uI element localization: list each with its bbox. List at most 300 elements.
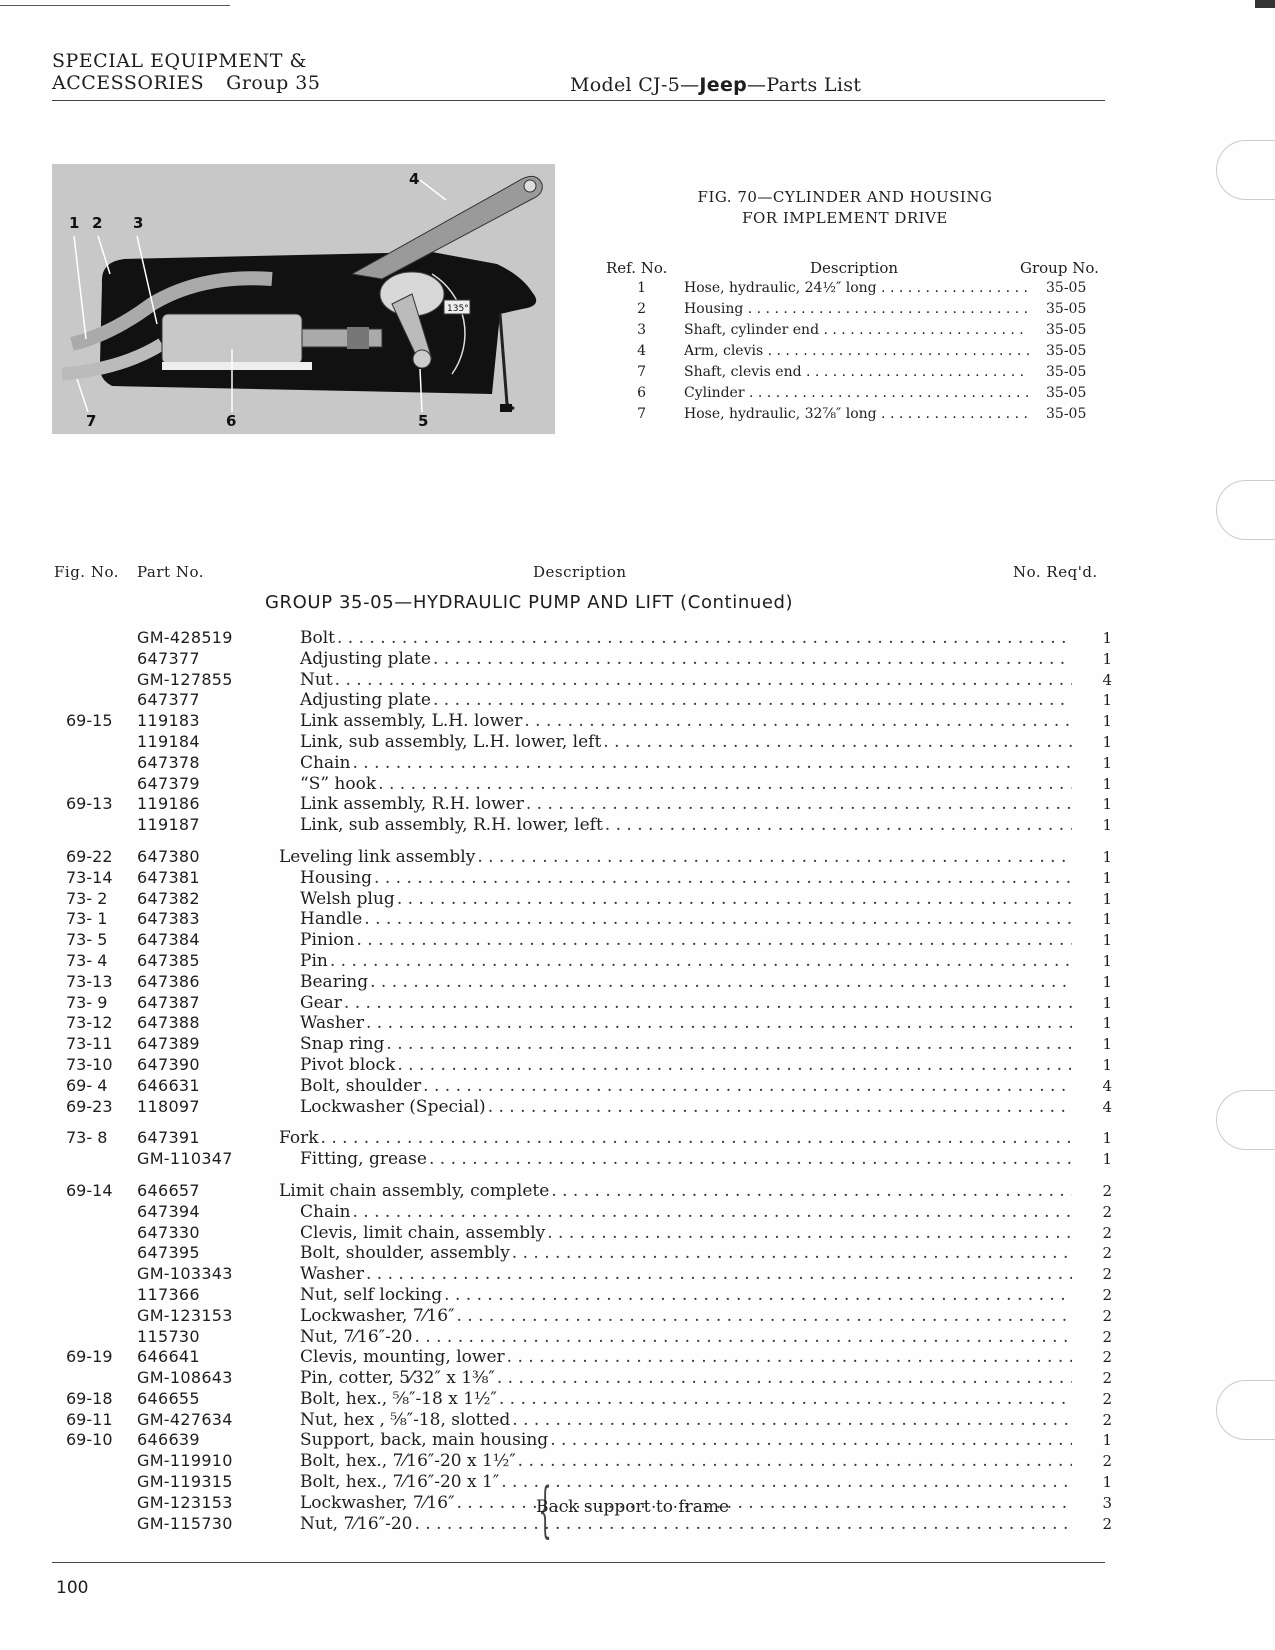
qty-required: 4 [1102, 1097, 1112, 1116]
callout-5: 5 [418, 412, 429, 430]
part-description [300, 1076, 1072, 1097]
binder-hole [1216, 1090, 1275, 1150]
part-description [279, 1128, 1072, 1149]
scan-corner-mark [1255, 0, 1275, 8]
legend-row [600, 406, 1090, 427]
part-description [300, 868, 1072, 889]
part-description [300, 889, 1072, 910]
fig-no: 69-22 [66, 846, 113, 866]
legend-desc: Hose, hydraulic, 24½″ long . . . [684, 280, 1029, 296]
legend-group: 35-05 [1046, 301, 1087, 317]
qty-required: 2 [1102, 1327, 1112, 1346]
part-no: 647381 [137, 867, 200, 887]
leader-dots [477, 847, 1072, 868]
qty-required: 2 [1102, 1265, 1112, 1284]
legend-ref: 3 [637, 322, 646, 338]
description-text: Lockwasher, 7⁄16″ [300, 1492, 455, 1513]
leader-dots [456, 1306, 1072, 1327]
description-text: Housing [300, 867, 373, 888]
part-no: 647386 [137, 971, 200, 991]
top-edge-rule [0, 5, 230, 6]
qty-required: 2 [1102, 1202, 1112, 1221]
part-no: 647330 [137, 1222, 200, 1242]
part-no: 647394 [137, 1201, 200, 1221]
part-description [300, 909, 1072, 930]
qty-required: 1 [1102, 732, 1112, 751]
fig-no: 69-10 [66, 1430, 113, 1450]
part-no: 647385 [137, 950, 200, 970]
part-no: 119183 [137, 711, 200, 731]
part-description [300, 649, 1072, 670]
leader-dots [526, 794, 1072, 815]
section-header [52, 50, 320, 94]
callout-3: 3 [133, 214, 144, 232]
legend-row [600, 322, 1090, 343]
legend-ref: 7 [637, 364, 646, 380]
qty-required: 1 [1102, 1014, 1112, 1033]
part-description [300, 1055, 1072, 1076]
fig-no: 69-18 [66, 1388, 113, 1408]
legend-desc: Arm, clevis . . . [684, 343, 1029, 359]
parts-list [52, 628, 1112, 1534]
legend-group: 35-05 [1046, 280, 1087, 296]
fig-no: 69-19 [66, 1347, 113, 1367]
part-description [300, 1223, 1072, 1244]
leader-dots [374, 868, 1072, 889]
description-text: Bolt, hex., 7⁄16″-20 x 1½″ [300, 1451, 516, 1472]
fig-no: 69- 4 [66, 1075, 108, 1095]
description-text: Bolt, hex., 7⁄16″-20 x 1″ [300, 1472, 500, 1493]
leader-dots [488, 1097, 1072, 1118]
description-header: Description [533, 563, 627, 581]
leader-dots [335, 670, 1072, 691]
part-no: 117366 [137, 1284, 200, 1304]
legend-desc: Shaft, clevis end . . . [684, 364, 1029, 380]
part-row [52, 972, 1112, 993]
legend-group: 35-05 [1046, 322, 1087, 338]
description-text: Gear [300, 992, 342, 1013]
part-row [52, 889, 1112, 910]
qty-header: No. Req'd. [1013, 563, 1098, 581]
part-description [300, 951, 1072, 972]
angle-label: 135° [447, 304, 469, 314]
leader-dots [429, 1149, 1072, 1170]
part-row [52, 1243, 1112, 1264]
header-rule [52, 100, 1105, 101]
qty-required: 1 [1102, 1473, 1112, 1492]
fig-no: 73- 8 [66, 1128, 108, 1148]
fig-no: 73-13 [66, 971, 113, 991]
description-text: Chain [300, 752, 351, 773]
part-no: 646657 [137, 1180, 200, 1200]
part-row [52, 1451, 1112, 1472]
part-no: GM-127855 [137, 669, 233, 689]
fig-no: 73-12 [66, 1013, 113, 1033]
part-row [52, 753, 1112, 774]
part-no: GM-428519 [137, 628, 233, 647]
part-description [300, 628, 1072, 649]
section-group: Group 35 [226, 72, 321, 94]
part-row [52, 1472, 1112, 1493]
qty-required: 1 [1102, 972, 1112, 991]
part-no-header: Part No. [137, 563, 204, 581]
description-text: Welsh plug [300, 888, 395, 909]
part-description [300, 972, 1072, 993]
part-no: 647377 [137, 648, 200, 668]
description-text: Leveling link assembly [279, 846, 476, 867]
callout-7: 7 [86, 412, 97, 430]
fig-no: 69-11 [66, 1409, 113, 1429]
figure-legend-table [600, 280, 1090, 427]
part-no: 647390 [137, 1054, 200, 1074]
part-no: 647380 [137, 846, 200, 866]
part-no: GM-119910 [137, 1451, 233, 1471]
leader-dots [603, 732, 1072, 753]
qty-required: 1 [1102, 649, 1112, 668]
legend-row [600, 301, 1090, 322]
qty-required: 2 [1102, 1306, 1112, 1325]
qty-required: 1 [1102, 712, 1112, 731]
part-row [52, 1034, 1112, 1055]
part-no: 119186 [137, 794, 200, 814]
description-text: Fitting, grease [300, 1149, 427, 1170]
legend-group: 35-05 [1046, 343, 1087, 359]
part-row [52, 1285, 1112, 1306]
part-description [300, 1451, 1072, 1472]
description-text: Bolt, hex., ⅝″-18 x 1½″ [300, 1388, 497, 1409]
part-description [300, 670, 1072, 691]
fig-no-header: Fig. No. [54, 563, 120, 581]
part-row [52, 951, 1112, 972]
fig-no: 69-14 [66, 1180, 113, 1200]
leader-dots [547, 1223, 1072, 1244]
fig-no: 69-15 [66, 711, 113, 731]
part-row [52, 1097, 1112, 1118]
fig-no: 73- 4 [66, 950, 108, 970]
section-title-line2: ACCESSORIES [52, 72, 205, 94]
description-text: Nut, self locking [300, 1284, 443, 1305]
part-no: 118097 [137, 1096, 200, 1116]
legend-row [600, 343, 1090, 364]
part-row [52, 993, 1112, 1014]
part-description [300, 794, 1072, 815]
description-text: Handle [300, 909, 363, 930]
qty-required: 1 [1102, 629, 1112, 647]
qty-required: 1 [1102, 1150, 1112, 1169]
leader-dots [512, 1243, 1072, 1264]
qty-required: 1 [1102, 847, 1112, 866]
description-text: Chain [300, 1201, 351, 1222]
part-no: 647387 [137, 992, 200, 1012]
legend-desc: Hose, hydraulic, 32⅞″ long . . . [684, 406, 1029, 422]
description-text: Link, sub assembly, R.H. lower, left [300, 815, 603, 836]
description-text: Adjusting plate [300, 690, 431, 711]
part-row [52, 670, 1112, 691]
part-row [52, 1149, 1112, 1170]
figure-caption-line2: FOR IMPLEMENT DRIVE [742, 209, 948, 227]
leader-dots [321, 1128, 1072, 1149]
part-no: GM-123153 [137, 1305, 233, 1325]
qty-required: 2 [1102, 1223, 1112, 1242]
part-no: GM-119315 [137, 1472, 233, 1492]
leader-dots [433, 690, 1072, 711]
part-no: GM-123153 [137, 1492, 233, 1512]
qty-required: 2 [1102, 1514, 1112, 1533]
part-row [52, 1306, 1112, 1327]
description-text: Nut [300, 669, 333, 690]
qty-required: 1 [1102, 1129, 1112, 1148]
qty-required: 1 [1102, 1035, 1112, 1054]
part-no: 646639 [137, 1430, 200, 1450]
description-text: Adjusting plate [300, 648, 431, 669]
manual-title [570, 74, 861, 96]
part-row [52, 1410, 1112, 1431]
leader-dots [337, 628, 1072, 649]
qty-required: 1 [1102, 795, 1112, 814]
part-no: 647383 [137, 909, 200, 929]
part-description [300, 1368, 1072, 1389]
part-no: 647389 [137, 1034, 200, 1054]
description-text: Bearing [300, 971, 369, 992]
ref-group-header: Group No. [1020, 259, 1099, 277]
description-text: Bolt, shoulder [300, 1075, 422, 1096]
qty-required: 3 [1102, 1493, 1112, 1512]
description-text: Lockwasher, 7⁄16″ [300, 1305, 455, 1326]
leader-dots [378, 774, 1072, 795]
qty-required: 2 [1102, 1369, 1112, 1388]
section-title-line1: SPECIAL EQUIPMENT & [52, 50, 307, 72]
description-text: Pivot block [300, 1054, 396, 1075]
qty-required: 1 [1102, 868, 1112, 887]
part-row [52, 1347, 1112, 1368]
leader-dots [605, 815, 1072, 836]
part-description [279, 1181, 1072, 1202]
qty-required: 4 [1102, 670, 1112, 689]
part-description [300, 1306, 1072, 1327]
qty-required: 1 [1102, 931, 1112, 950]
part-description [300, 1389, 1072, 1410]
part-description [300, 711, 1072, 732]
part-row [52, 868, 1112, 889]
qty-required: 1 [1102, 1055, 1112, 1074]
figure-70-photo [52, 164, 582, 454]
part-row [52, 815, 1112, 836]
qty-required: 1 [1102, 753, 1112, 772]
fig-no: 73- 2 [66, 888, 108, 908]
qty-required: 1 [1102, 1431, 1112, 1450]
part-no: 647391 [137, 1128, 200, 1148]
part-description [300, 993, 1072, 1014]
part-row [52, 1389, 1112, 1410]
page-number: 100 [56, 1578, 89, 1598]
part-description [300, 1285, 1072, 1306]
fig-no: 69-23 [66, 1096, 113, 1116]
callout-2: 2 [92, 214, 103, 232]
part-row [52, 1327, 1112, 1348]
part-description [300, 1472, 1072, 1493]
leader-dots [423, 1076, 1072, 1097]
part-no: 647388 [137, 1013, 200, 1033]
leader-dots [386, 1034, 1072, 1055]
part-row [52, 1368, 1112, 1389]
leader-dots [499, 1389, 1072, 1410]
description-text: Clevis, limit chain, assembly [300, 1222, 546, 1243]
part-row [52, 774, 1112, 795]
part-row [52, 732, 1112, 753]
leader-dots [518, 1451, 1072, 1472]
part-row [52, 1055, 1112, 1076]
part-description [300, 1243, 1072, 1264]
callout-6: 6 [226, 412, 237, 430]
part-description [300, 1347, 1072, 1368]
part-row [52, 794, 1112, 815]
callout-4: 4 [409, 170, 420, 188]
part-description [300, 732, 1072, 753]
legend-desc: Shaft, cylinder end . . . [684, 322, 1029, 338]
fig-no: 73- 9 [66, 992, 108, 1012]
fig-no: 73- 1 [66, 909, 108, 929]
part-description [300, 1202, 1072, 1223]
fig-no: 73-10 [66, 1054, 113, 1074]
part-no: 647378 [137, 752, 200, 772]
leader-dots [356, 930, 1072, 951]
qty-required: 4 [1102, 1076, 1112, 1095]
legend-row [600, 280, 1090, 301]
description-text: Nut, 7⁄16″-20 [300, 1326, 413, 1347]
leader-dots [497, 1368, 1072, 1389]
leader-dots [550, 1430, 1072, 1451]
qty-required: 1 [1102, 691, 1112, 710]
part-no: 119187 [137, 815, 200, 835]
part-description [300, 815, 1072, 836]
part-description [300, 690, 1072, 711]
manual-title-suffix: —Parts List [747, 74, 862, 96]
fig-no: 69-13 [66, 794, 113, 814]
part-description [300, 1264, 1072, 1285]
part-row [52, 1181, 1112, 1202]
part-no: GM-427634 [137, 1409, 233, 1429]
part-row [52, 847, 1112, 868]
part-description [300, 930, 1072, 951]
fig-no: 73-14 [66, 867, 113, 887]
part-no: 646655 [137, 1388, 200, 1408]
qty-required: 2 [1102, 1410, 1112, 1429]
part-row [52, 711, 1112, 732]
qty-required: 2 [1102, 1285, 1112, 1304]
part-description [300, 1327, 1072, 1348]
part-description [300, 753, 1072, 774]
part-no: GM-103343 [137, 1264, 233, 1284]
ref-col-header: Ref. No. [606, 259, 668, 277]
legend-ref: 4 [637, 343, 646, 359]
part-row [52, 1430, 1112, 1451]
leader-dots [507, 1347, 1072, 1368]
part-row [52, 1202, 1112, 1223]
leader-dots [551, 1181, 1072, 1202]
legend-row [600, 385, 1090, 406]
qty-required: 1 [1102, 910, 1112, 929]
description-text: “S” hook [300, 773, 377, 794]
fig-no: 73-11 [66, 1034, 113, 1054]
footer-rule [52, 1562, 1105, 1563]
description-text: Pinion [300, 930, 355, 951]
legend-ref: 2 [637, 301, 646, 317]
part-description [300, 1097, 1072, 1118]
description-text: Pin [300, 950, 328, 971]
part-no: 119184 [137, 731, 200, 751]
qty-required: 1 [1102, 889, 1112, 908]
part-row [52, 1128, 1112, 1149]
cylinder-housing-illustration [52, 164, 582, 454]
description-text: Lockwasher (Special) [300, 1096, 486, 1117]
part-row [52, 628, 1112, 649]
binder-hole [1216, 140, 1275, 200]
description-text: Bolt, shoulder, assembly [300, 1243, 510, 1264]
fig-no: 73- 5 [66, 930, 108, 950]
description-text: Washer [300, 1013, 364, 1034]
leader-dots [414, 1514, 1072, 1535]
part-row [52, 1013, 1112, 1034]
description-text: Link, sub assembly, L.H. lower, left [300, 731, 602, 752]
block-gap [52, 836, 1112, 847]
leader-dots [397, 889, 1072, 910]
figure-caption-line1: FIG. 70—CYLINDER AND HOUSING [697, 188, 993, 206]
part-no: 647379 [137, 773, 200, 793]
callout-1: 1 [69, 214, 80, 232]
description-text: Link assembly, R.H. lower [300, 794, 524, 815]
qty-required: 1 [1102, 993, 1112, 1012]
figure-caption [660, 187, 1030, 229]
part-no: 647377 [137, 690, 200, 710]
qty-required: 1 [1102, 774, 1112, 793]
leader-dots [366, 1264, 1072, 1285]
legend-ref: 1 [637, 280, 646, 296]
qty-required: 2 [1102, 1389, 1112, 1408]
part-row [52, 1223, 1112, 1244]
leader-dots [366, 1013, 1072, 1034]
part-description [300, 1430, 1072, 1451]
group-title: GROUP 35-05—HYDRAULIC PUMP AND LIFT (Continued) [265, 592, 794, 613]
legend-desc: Cylinder . . . [684, 385, 1029, 401]
bracket-brace: { [538, 1475, 552, 1545]
legend-ref: 7 [637, 406, 646, 422]
legend-ref: 6 [637, 385, 646, 401]
legend-row [600, 364, 1090, 385]
part-description [300, 1149, 1072, 1170]
leader-dots [524, 711, 1072, 732]
description-text: Washer [300, 1264, 364, 1285]
description-text: Pin, cotter, 5⁄32″ x 1⅜″ [300, 1368, 495, 1389]
part-no: 647382 [137, 888, 200, 908]
bracket-note: Back support to frame [536, 1497, 730, 1517]
qty-required: 2 [1102, 1452, 1112, 1471]
binder-hole [1216, 480, 1275, 540]
part-description [300, 1013, 1072, 1034]
qty-required: 2 [1102, 1244, 1112, 1263]
part-description [300, 1034, 1072, 1055]
binder-hole [1216, 1380, 1275, 1440]
part-no: 646641 [137, 1347, 200, 1367]
description-text: Nut, hex , ⅝″-18, slotted [300, 1409, 511, 1430]
leader-dots [501, 1472, 1072, 1493]
leader-dots [352, 1202, 1072, 1223]
manual-title-brand: Jeep [699, 74, 748, 96]
part-description [279, 847, 1072, 868]
part-row [52, 909, 1112, 930]
leader-dots [364, 909, 1072, 930]
legend-group: 35-05 [1046, 364, 1087, 380]
description-text: Link assembly, L.H. lower [300, 711, 523, 732]
